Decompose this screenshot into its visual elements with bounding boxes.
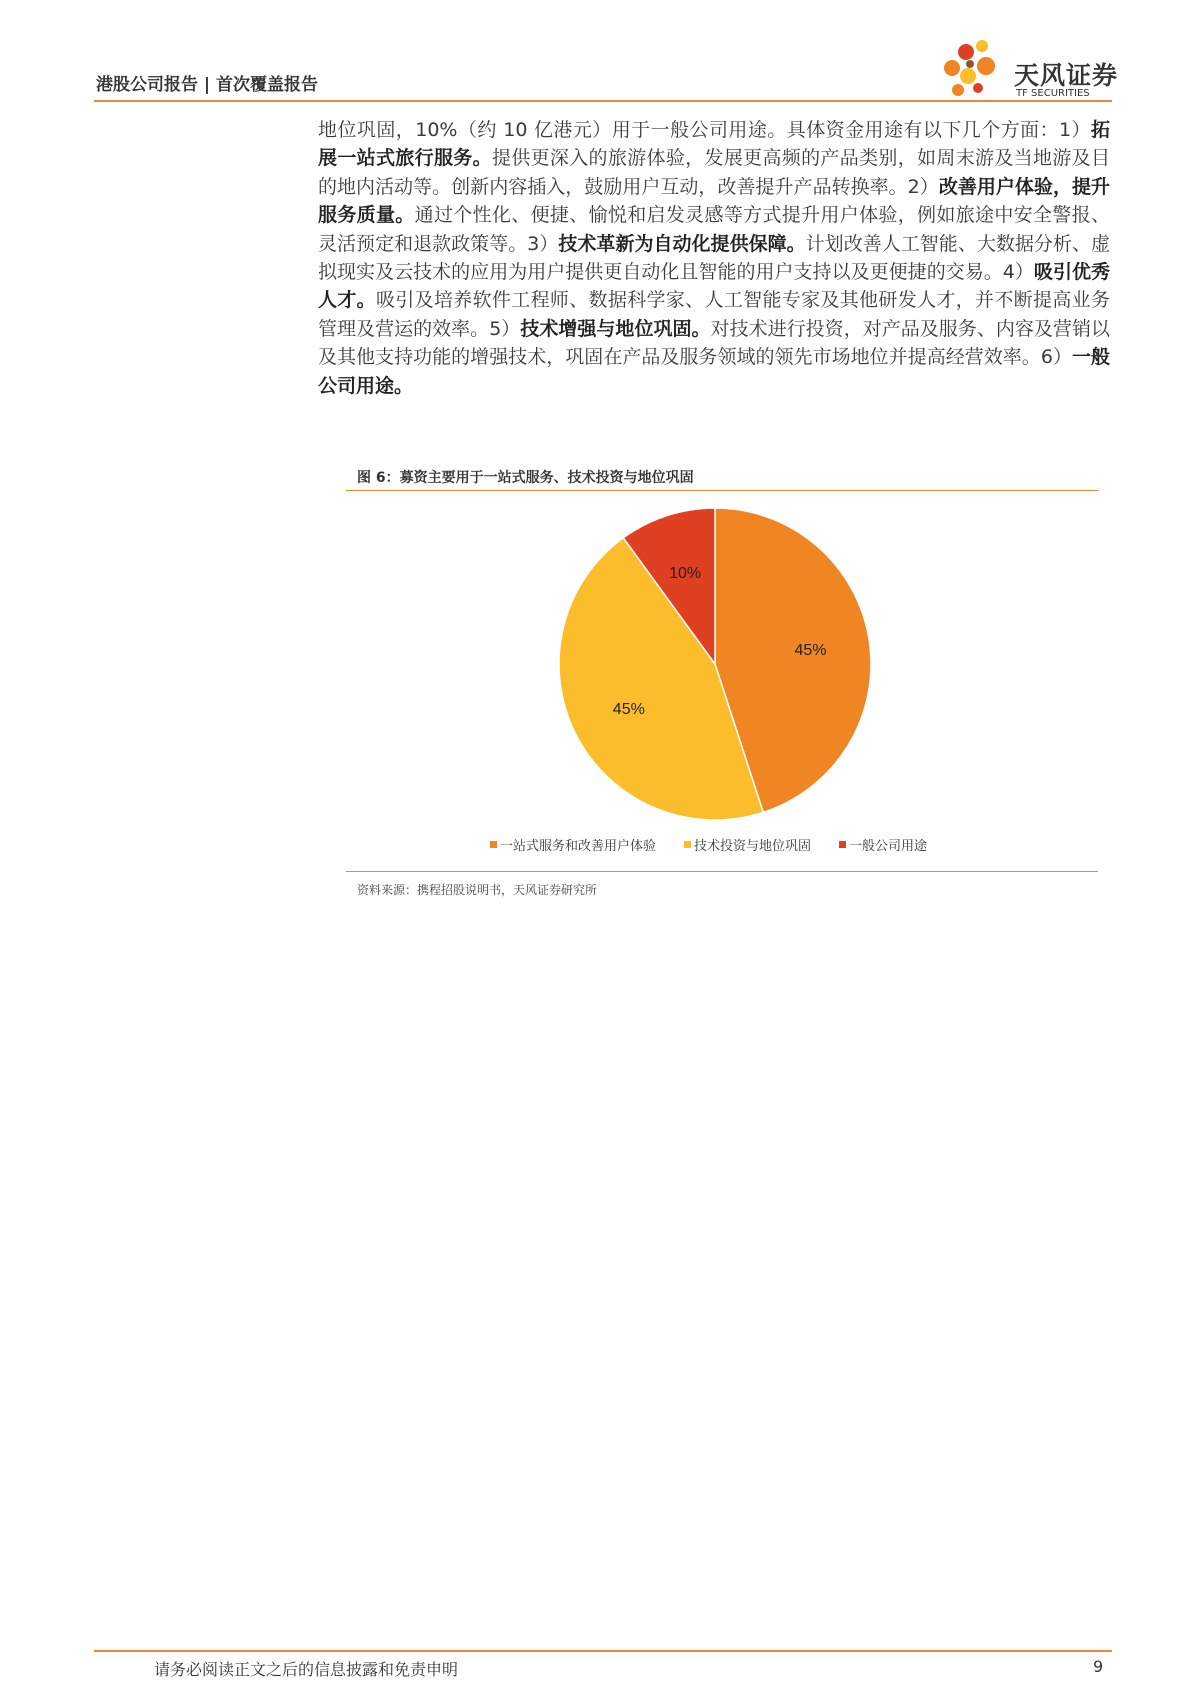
header-divider	[94, 100, 1112, 102]
legend-item-1	[490, 835, 656, 854]
header-title: 港股公司报告 | 首次覆盖报告	[96, 75, 319, 95]
legend-label: 一站式服务和改善用户体验	[500, 839, 657, 854]
pie-label-3: 10%	[669, 565, 702, 583]
footer-disclaimer: 请务必阅读正文之后的信息披露和免责申明	[154, 1660, 459, 1679]
footer-divider	[94, 1650, 1112, 1652]
page-number: 9	[1093, 1657, 1104, 1676]
legend-item-2	[684, 835, 811, 854]
legend-label: 一般公司用途	[849, 839, 928, 854]
pie-label-1: 45%	[794, 641, 827, 659]
figure-source: 资料来源：携程招股说明书，天风证券研究所	[357, 883, 598, 897]
pie-chart	[555, 504, 875, 824]
chart-legend	[490, 835, 927, 854]
legend-swatch	[490, 841, 497, 848]
body-paragraph: 地位巩固，10%（约 10 亿港元）用于一般公司用途。具体资金用途有以下几个方面：1）拓展一站式旅行服务。提供更深入的旅游体验，发展更高频的产品类别，如周末游及当地游及目的地内活动等。创新内容插入，鼓励用户互动，改善提升产品转换率。2）改善用户体验，提升服务质量。通过个性化、便捷、愉悦和启发灵感等方式提升用户体验，例如旅途中安全警报、灵活预定和退款政策等。3）技术革新为自动化提供保障。计划改善人工智能、大数据分析、虚拟现实及云技术的应用为用户提供更自动化且智能的用户支持以及更便捷的交易。4）吸引优秀人才。吸引及培养软件工程师、数据科学家、人工智能专家及其他研发人才，并不断提高业务管理及营运的效率。5）技术增强与地位巩固。对技术进行投资，对产品及服务、内容及营销以及其他支持功能的增强技术，巩固在产品及服务领域的领先市场地位并提高经营效率。6）一般公司用途。	[318, 119, 1110, 397]
legend-swatch	[684, 841, 691, 848]
figure-title: 图 6：募资主要用于一站式服务、技术投资与地位巩固	[357, 470, 694, 486]
figure-bottom-rule	[346, 871, 1098, 872]
legend-item-3	[839, 835, 927, 854]
legend-label: 技术投资与地位巩固	[694, 839, 812, 854]
legend-swatch	[839, 841, 846, 848]
figure-top-rule	[346, 490, 1098, 491]
logo-text: 天风证券	[1014, 61, 1119, 90]
pie-label-2: 45%	[612, 700, 645, 718]
logo-subtext: TF SECURITIES	[1016, 88, 1090, 99]
